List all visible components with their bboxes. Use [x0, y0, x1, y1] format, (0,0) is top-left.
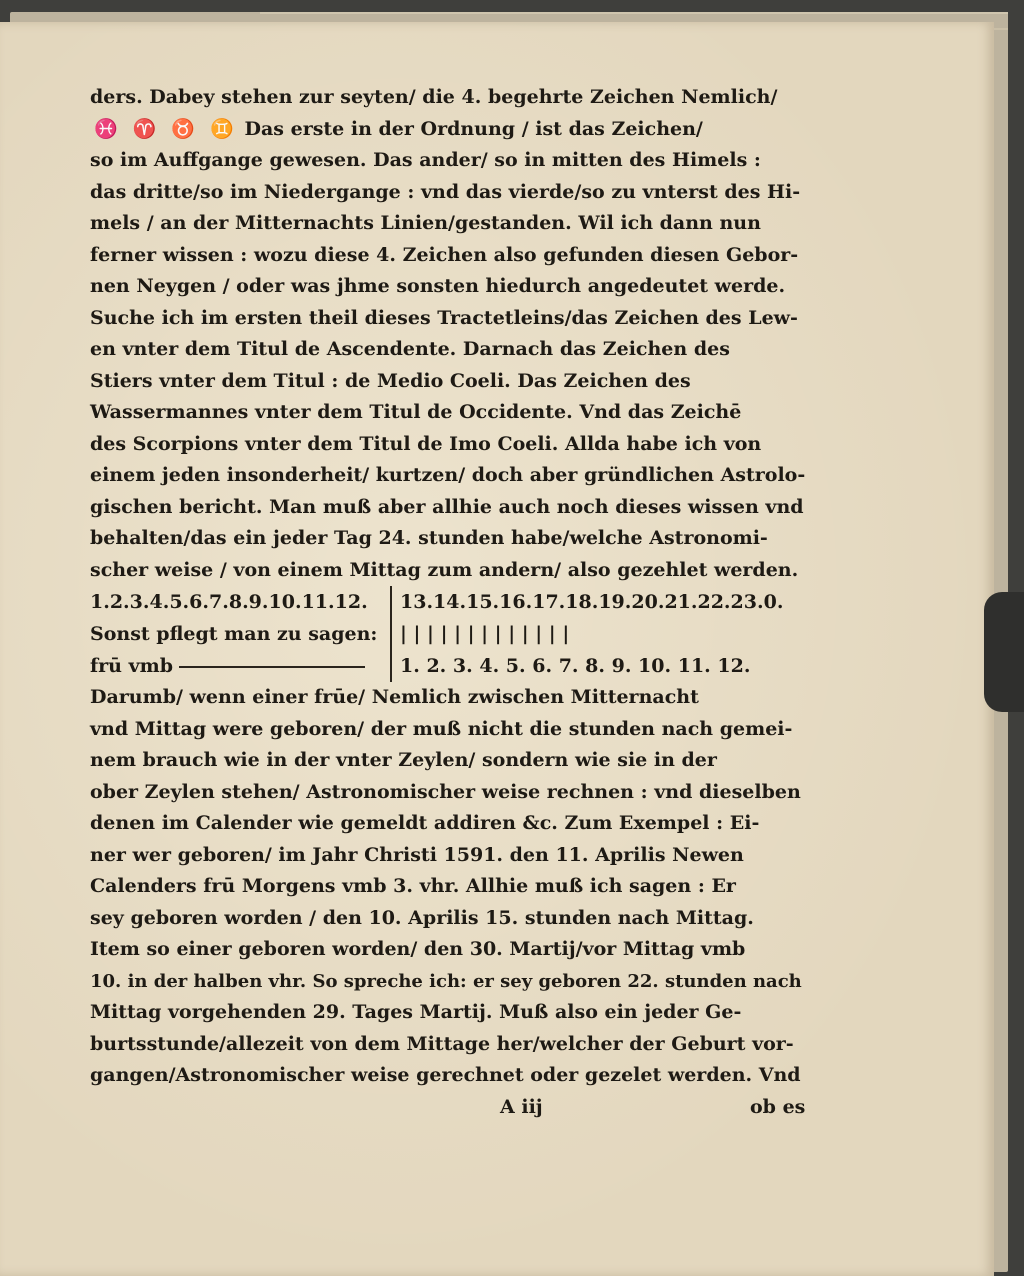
- text-line: nen Neygen / oder was jhme sonsten hiedurch angedeutet werde.: [90, 275, 786, 297]
- book-clasp-tab: [984, 592, 1024, 712]
- gemini-icon: ♊: [210, 117, 234, 140]
- text-line: Calenders frū Morgens vmb 3. vhr. Allhie muß ich sagen : Er: [90, 875, 736, 897]
- text-line: einem jeden insonderheit/ kurtzen/ doch aber gründlichen Astrolo-: [90, 464, 806, 486]
- text-line: vnd Mittag were geboren/ der muß nicht die stunden nach gemei-: [90, 717, 793, 740]
- text-line: so im Auffgange gewesen. Das ander/ so in mitten des Himels :: [90, 149, 761, 171]
- astronomical-hours-second: 13.14.15.16.17.18.19.20.21.22.23.0.: [400, 591, 784, 613]
- text-fragment: Das erste in der Ordnung / ist das Zeichen/: [244, 117, 703, 140]
- text-line: en vnter dem Titul de Ascendente. Darnach das Zeichen des: [90, 338, 730, 360]
- astronomical-hours-first: 1.2.3.4.5.6.7.8.9.10.11.12.: [90, 591, 368, 613]
- hours-table-left: [90, 586, 386, 682]
- page-footer: [90, 1092, 810, 1124]
- hours-table-right: [390, 586, 832, 682]
- text-line: Stiers vnter dem Titul : de Medio Coeli. Das Zeichen des: [90, 369, 691, 392]
- text-line: behalten/das ein jeder Tag 24. stunden habe/welche Astronomi-: [90, 527, 768, 549]
- catchword: ob es: [750, 1095, 806, 1118]
- aries-icon: ♈: [132, 117, 157, 140]
- common-hours: 1. 2. 3. 4. 5. 6. 7. 8. 9. 10. 11. 12.: [400, 655, 751, 677]
- text-line: sey geboren worden / den 10. Aprilis 15. stunden nach Mittag.: [90, 906, 754, 929]
- morning-label-row: [90, 650, 386, 682]
- text-line: gangen/Astronomischer weise gerechnet oder gezelet werden. Vnd: [90, 1064, 801, 1086]
- dash-rule: [179, 666, 365, 668]
- text-line: des Scorpions vnter dem Titul de Imo Coeli. Allda habe ich von: [90, 432, 762, 455]
- pisces-icon: ♓: [94, 117, 118, 140]
- text-line: denen im Calender wie gemeldt addiren &c. Zum Exempel : Ei-: [90, 812, 760, 834]
- text-line: Mittag vorgehenden 29. Tages Martij. Muß also ein jeder Ge-: [90, 1001, 742, 1023]
- text-line: ders. Dabey stehen zur seyten/ die 4. begehrte Zeichen Nemlich/: [90, 86, 778, 108]
- page-text-block: [90, 82, 810, 1123]
- hour-tick-marks: | | | | | | | | | | | | |: [400, 623, 570, 645]
- zodiac-symbol-line: [90, 114, 810, 146]
- text-line: ner wer geboren/ im Jahr Christi 1591. den 11. Aprilis Newen: [90, 843, 744, 866]
- text-line: Wassermannes vnter dem Titul de Occidente. Vnd das Zeichē: [90, 401, 742, 423]
- text-line: das dritte/so im Niedergange : vnd das vierde/so zu vnterst des Hi-: [90, 180, 801, 203]
- taurus-icon: ♉: [171, 117, 196, 140]
- text-line: gischen bericht. Man muß aber allhie auch noch dieses wissen vnd: [90, 495, 804, 518]
- text-line: Item so einer geboren worden/ den 30. Martij/vor Mittag vmb: [90, 938, 746, 960]
- text-line: scher weise / von einem Mittag zum andern/ also gezehlet werden.: [90, 558, 799, 581]
- text-line: nem brauch wie in der vnter Zeylen/ sondern wie sie in der: [90, 749, 717, 771]
- text-line: Darumb/ wenn einer frūe/ Nemlich zwischen Mitternacht: [90, 686, 699, 708]
- morning-label: frū vmb: [90, 655, 174, 677]
- text-line: ferner wissen : wozu diese 4. Zeichen also gefunden diesen Gebor-: [90, 243, 799, 266]
- hours-table: [90, 586, 810, 682]
- text-line: Suche ich im ersten theil dieses Tractetleins/das Zeichen des Lew-: [90, 306, 798, 329]
- text-line: mels / an der Mitternachts Linien/gestanden. Wil ich dann nun: [90, 212, 761, 234]
- common-usage-label: Sonst pflegt man zu sagen:: [90, 623, 378, 645]
- text-line: burtsstunde/allezeit von dem Mittage her/welcher der Geburt vor-: [90, 1032, 794, 1055]
- signature-mark: A iij: [500, 1095, 543, 1118]
- text-line: 10. in der halben vhr. So spreche ich: er sey geboren 22. stunden nach: [90, 970, 802, 992]
- text-line: ober Zeylen stehen/ Astronomischer weise rechnen : vnd dieselben: [90, 780, 801, 803]
